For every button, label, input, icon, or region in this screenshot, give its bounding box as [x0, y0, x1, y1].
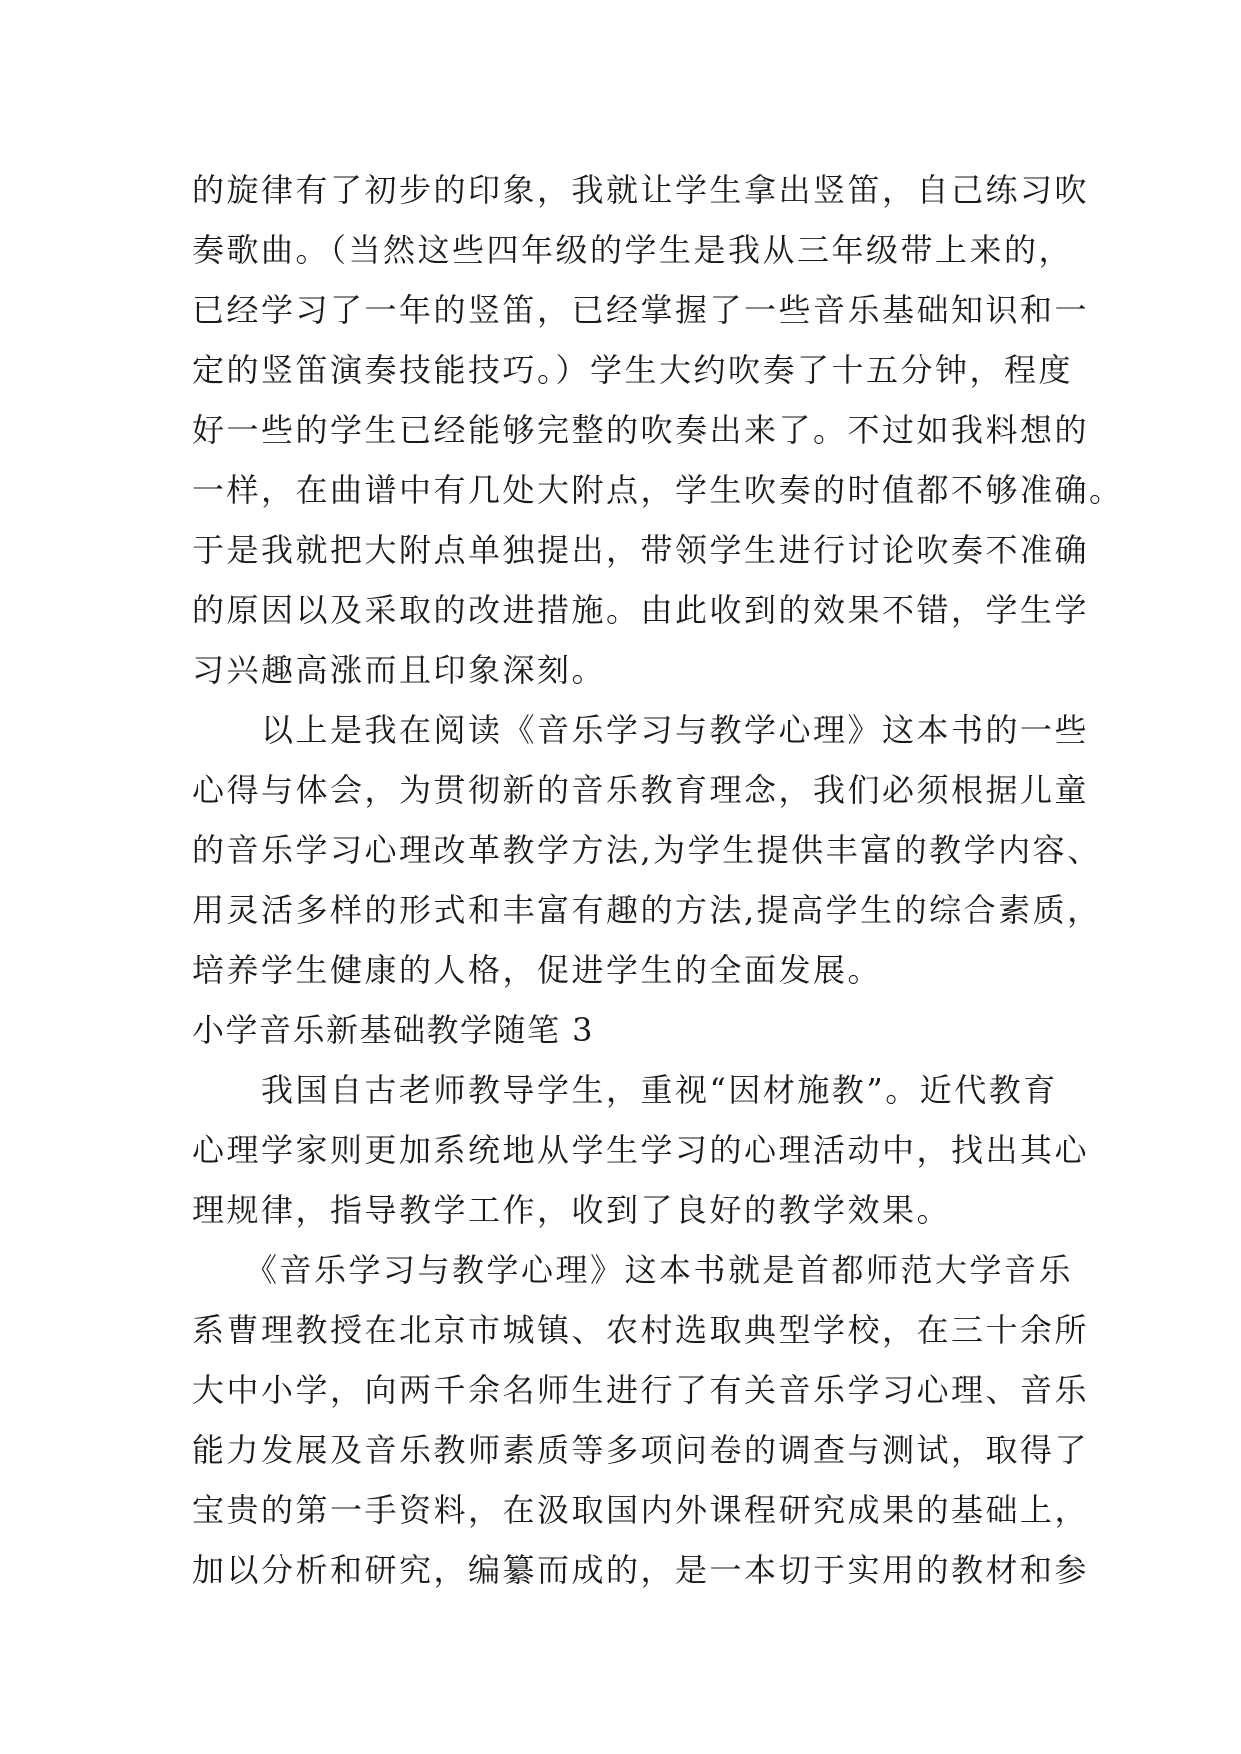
paragraph-start-line: 《音乐学习与教学心理》这本书就是首都师范大学音乐 — [192, 1251, 1074, 1289]
text-line: 的原因以及采取的改进措施。由此收到的效果不错，学生学 — [192, 591, 1090, 629]
text-line: 大中小学，向两千余名师生进行了有关音乐学习心理、音乐 — [192, 1371, 1090, 1409]
text-line: 的音乐学习心理改革教学方法,为学生提供丰富的教学内容、 — [192, 831, 1102, 869]
section-heading: 小学音乐新基础教学随笔 3 — [192, 1011, 595, 1049]
text-line: 理规律，指导教学工作，收到了良好的教学效果。 — [192, 1191, 952, 1229]
text-line: 已经学习了一年的竖笛，已经掌握了一些音乐基础知识和一 — [192, 291, 1090, 329]
paragraph-start-line: 以上是我在阅读《音乐学习与教学心理》这本书的一些 — [192, 711, 1090, 749]
text-line: 培养学生健康的人格，促进学生的全面发展。 — [192, 951, 883, 989]
text-line: 奏歌曲。（当然这些四年级的学生是我从三年级带上来的， — [192, 231, 1074, 269]
text-line: 心得与体会，为贯彻新的音乐教育理念，我们必须根据儿童 — [192, 771, 1090, 809]
text-line: 一样，在曲谱中有几处大附点，学生吹奏的时值都不够准确。 — [192, 471, 1124, 509]
document-body — [192, 160, 1124, 1600]
text-line: 宝贵的第一手资料，在汲取国内外课程研究成果的基础上， — [192, 1491, 1090, 1529]
text-line: 习兴趣高涨而且印象深刻。 — [192, 651, 607, 689]
text-line: 用灵活多样的形式和丰富有趣的方法,提高学生的综合素质， — [192, 891, 1102, 929]
paragraph-start-line: 我国自古老师教导学生，重视“因材施教”。近代教育 — [192, 1071, 1058, 1109]
text-line: 系曹理教授在北京市城镇、农村选取典型学校，在三十余所 — [192, 1311, 1090, 1349]
text-line: 加以分析和研究，编纂而成的，是一本切于实用的教材和参 — [192, 1551, 1090, 1589]
text-line: 定的竖笛演奏技能技巧。）学生大约吹奏了十五分钟，程度 — [192, 351, 1074, 389]
text-line: 好一些的学生已经能够完整的吹奏出来了。不过如我料想的 — [192, 411, 1090, 449]
text-line: 的旋律有了初步的印象，我就让学生拿出竖笛，自己练习吹 — [192, 171, 1090, 209]
text-line: 于是我就把大附点单独提出，带领学生进行讨论吹奏不准确 — [192, 531, 1090, 569]
text-line: 能力发展及音乐教师素质等多项问卷的调查与测试，取得了 — [192, 1431, 1090, 1469]
text-line: 心理学家则更加系统地从学生学习的心理活动中，找出其心 — [192, 1131, 1090, 1169]
